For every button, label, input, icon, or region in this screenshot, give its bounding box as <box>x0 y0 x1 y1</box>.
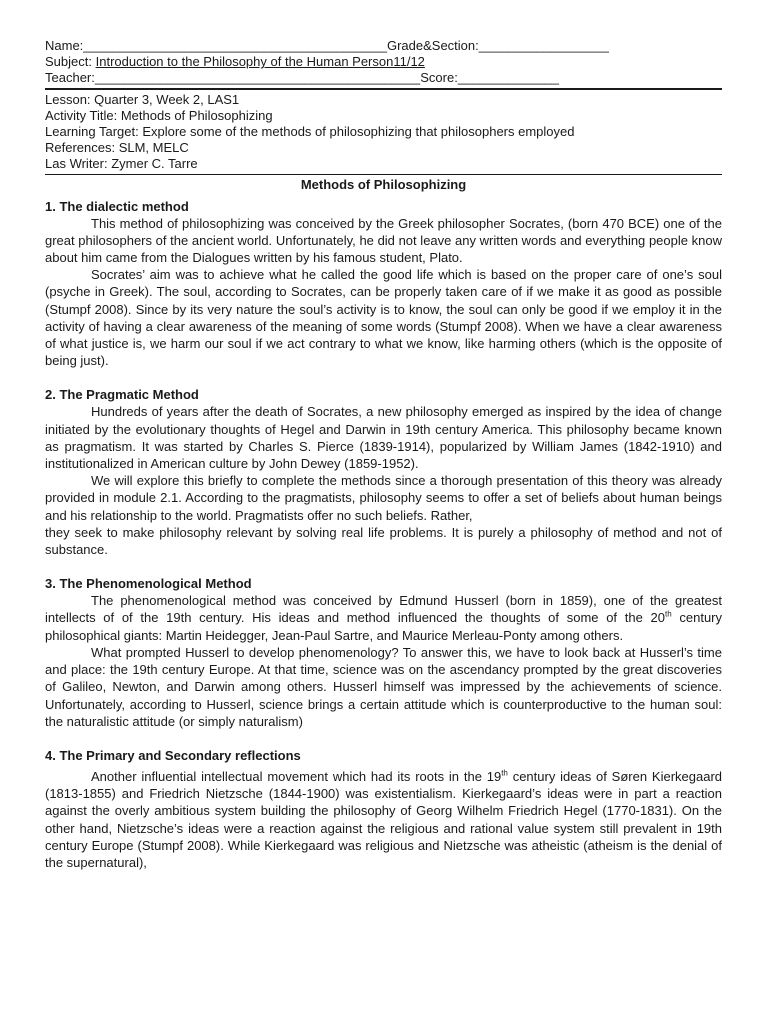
superscript: th <box>501 768 508 778</box>
paragraph <box>45 768 722 871</box>
name-label: Name: <box>45 38 84 53</box>
paragraph-text: century ideas of Søren Kierkegaard (1813-1855) and Friedrich Nietzsche (1844-1900) was existentialism. Kierkegaard’s ideas were in part a reaction against the overly ambitious system building the philosophy of Georg Wilhelm Friedrich Hegel (1770-1831). On the other hand, Nietzsche’s ideas were a reaction against the religious and rational value system still prevalent in 19th century Europe (Stumpf 2008). While Kierkegaard was religious and Nietzsche was atheistic (atheism is the denial of the supernatural), <box>45 768 722 870</box>
name-line <box>45 38 722 54</box>
info-divider <box>45 174 722 175</box>
paragraph: Hundreds of years after the death of Socrates, a new philosophy emerged as inspired by the idea of change initiated by the evolutionary thoughts of Hegel and Darwin in 19th century America. This philosophy became known as pragmatism. It was started by Charles S. Pierce (1839-1914), popularized by William James (1842-1910) and institutionalized in American culture by John Dewey (1859-1952). <box>45 404 722 472</box>
paragraph: What prompted Husserl to develop phenomenology? To answer this, we have to look back at Husserl’s time and place: the 19th century Europe. At that time, science was on the ascendancy prompted by the great discoveries of Galileo, Newton, and Darwin among others. Husserl himself was impressed by the achievements of science. Unfortunately, according to Husserl, science brings a certain attitude which is counterproductive to the human soul: the naturalistic attitude (or simply naturalism) <box>45 644 722 729</box>
paragraph-text: Another influential intellectual movement which had its roots in the 19 <box>91 768 502 784</box>
grade-section-field[interactable]: __________________ <box>478 38 609 53</box>
score-field[interactable]: ______________ <box>457 70 560 86</box>
teacher-label: Teacher: <box>45 70 95 86</box>
grade-section-label: Grade&Section: <box>386 38 479 53</box>
paragraph: they seek to make philosophy relevant by solving real life problems. It is purely a philosophy of method and not of substance. <box>45 524 722 558</box>
references-line: References: SLM, MELC <box>45 140 189 156</box>
document-title: Methods of Philosophizing <box>300 176 467 192</box>
name-field[interactable]: __________________________________________ <box>83 38 387 53</box>
subject-value: Introduction to the Philosophy of the Human Person11/12 <box>95 54 425 70</box>
paragraph: Socrates’ aim was to achieve what he called the good life which is based on the proper care of one’s soul (psyche in Greek). The soul, according to Socrates, can be properly taken care of if we make it as good as possible (Stumpf 2008). Since by its very nature the soul’s activity is to know, the soul can only be good if we employ it in the activity of having a clear awareness of the meaning of some words (Stumpf 2008). When we have a clear awareness of what justice is, we harm our soul if we act contrary to what we know, like harming others (which is the opposite of being just). <box>45 267 722 369</box>
worksheet-page <box>45 38 722 871</box>
subject-line <box>45 54 722 70</box>
score-label: Score: <box>420 70 458 86</box>
paragraph: We will explore this briefly to complete the methods since a thorough presentation of this theory was already provided in module 2.1. According to the pragmatists, philosophy seems to offer a set of beliefs about human beings and his relationship to the world. Pragmatists offer no such beliefs. Rather, <box>45 473 722 523</box>
learning-target-line: Learning Target: Explore some of the methods of philosophizing that philosophers employed <box>45 124 575 140</box>
subject-label: Subject: <box>45 54 92 70</box>
teacher-line <box>45 70 722 86</box>
paragraph-text: century philosophical giants: Martin Heidegger, Jean-Paul Sartre, and Maurice Merleau-Ponty among others. <box>45 610 723 643</box>
paragraph: This method of philosophizing was conceived by the Greek philosopher Socrates, (born 470 BCE) one of the great philosophers of the ancient world. Unfortunately, he did not leave any written words and everything people know about him came from the Dialogues written by his famous student, Plato. <box>45 215 722 266</box>
teacher-field[interactable]: _____________________________________________ <box>94 70 421 86</box>
section-heading: 1. The dialectic method <box>45 198 189 214</box>
superscript: th <box>665 610 672 620</box>
lesson-line: Lesson: Quarter 3, Week 2, LAS1 <box>45 91 240 107</box>
section-heading: 2. The Pragmatic Method <box>45 387 199 403</box>
section-heading: 3. The Phenomenological Method <box>45 576 252 592</box>
paragraph <box>45 592 722 644</box>
activity-title-line: Activity Title: Methods of Philosophizing <box>45 107 273 123</box>
section-heading: 4. The Primary and Secondary reflections <box>45 747 301 763</box>
las-writer-line: Las Writer: Zymer C. Tarre <box>45 156 198 172</box>
header-divider <box>45 88 722 90</box>
paragraph-text: The phenomenological method was conceived by Edmund Husserl (born in 1859), one of the greatest intellects of of the 19th century. His ideas and method influenced the thoughts of some of the 20 <box>45 593 722 626</box>
